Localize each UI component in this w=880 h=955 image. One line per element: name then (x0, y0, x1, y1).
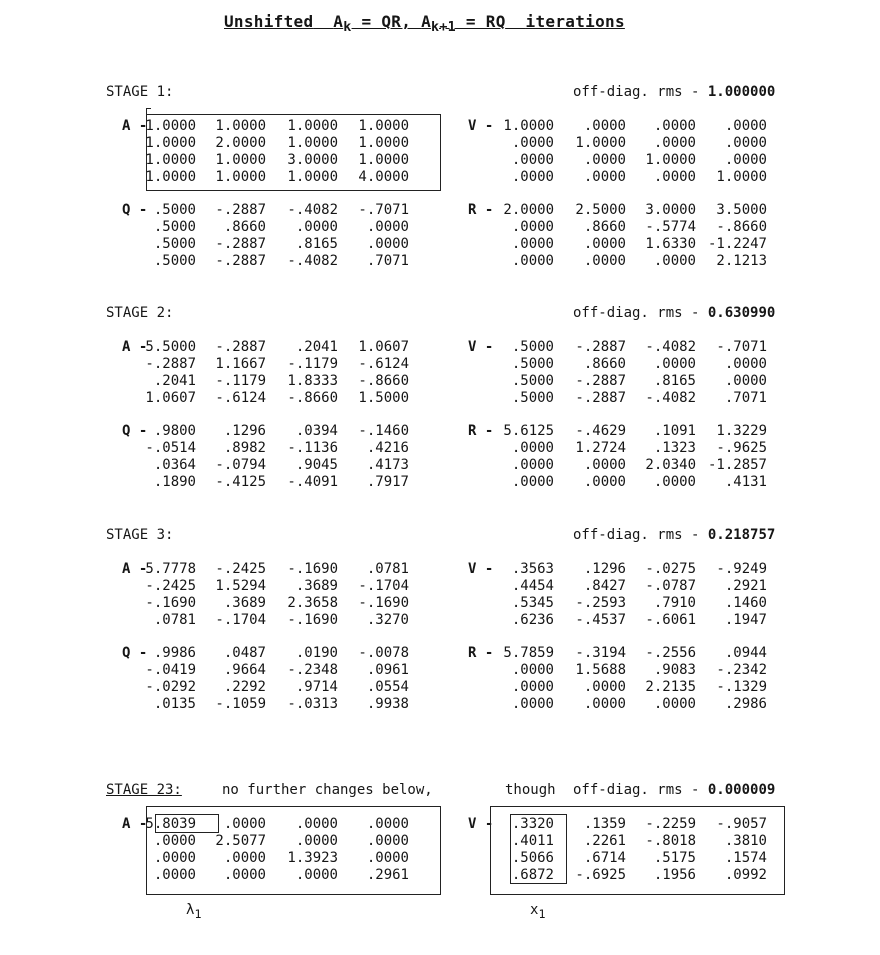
matrix-cell: .0000 (223, 816, 266, 832)
matrix-cell: .0000 (511, 696, 554, 712)
matrix-cell: .7917 (366, 474, 409, 490)
matrix-cell: .6236 (511, 612, 554, 628)
matrix-cell: -.1690 (287, 561, 338, 577)
a-matrix-label: A - (122, 561, 148, 577)
matrix-cell: .0000 (511, 169, 554, 185)
matrix-cell: 1.1667 (215, 356, 266, 372)
matrix-cell: -.9625 (716, 440, 767, 456)
matrix-cell: -.1704 (358, 578, 409, 594)
matrix-cell: 1.0607 (358, 339, 409, 355)
matrix-cell: .1890 (153, 474, 196, 490)
matrix-cell: -.0787 (645, 578, 696, 594)
matrix-cell: -.6061 (645, 612, 696, 628)
matrix-cell: 5.5000 (145, 339, 196, 355)
r-matrix-row (0, 202, 880, 219)
q-matrix-label: Q - (122, 645, 148, 661)
matrix-cell: .0000 (724, 373, 767, 389)
v-matrix-row (0, 561, 880, 578)
matrix-cell: .5000 (511, 390, 554, 406)
matrix-cell: 1.6330 (645, 236, 696, 252)
stage-note-continued: though (505, 782, 556, 798)
r-matrix-row (0, 423, 880, 440)
matrix-cell: .3689 (223, 595, 266, 611)
rms-label: off-diag. rms - (573, 782, 700, 798)
matrix-cell: 1.0000 (145, 169, 196, 185)
off-diag-rms (573, 305, 775, 321)
matrix-cell: .0000 (511, 662, 554, 678)
matrix-cell: .0000 (583, 474, 626, 490)
matrix-cell: .2961 (366, 867, 409, 883)
matrix-cell: .0190 (295, 645, 338, 661)
matrix-cell: .0781 (366, 561, 409, 577)
matrix-cell: 2.0340 (645, 457, 696, 473)
matrix-cell: .7071 (724, 390, 767, 406)
matrix-cell: -.3194 (575, 645, 626, 661)
matrix-cell: -.7071 (358, 202, 409, 218)
matrix-cell: 5.7778 (145, 561, 196, 577)
matrix-cell: 5.6125 (503, 423, 554, 439)
matrix-cell: -.9057 (716, 816, 767, 832)
matrix-cell: .1296 (223, 423, 266, 439)
matrix-cell: .0000 (295, 219, 338, 235)
matrix-cell: .3689 (295, 578, 338, 594)
matrix-cell: 1.0000 (358, 152, 409, 168)
matrix-cell: .5000 (511, 339, 554, 355)
matrix-cell: .9800 (153, 423, 196, 439)
matrix-cell: .8165 (653, 373, 696, 389)
matrix-cell: .0000 (295, 867, 338, 883)
matrix-cell: -.2425 (215, 561, 266, 577)
matrix-cell: -.1460 (358, 423, 409, 439)
x-1-label (530, 902, 545, 921)
matrix-cell: .8660 (583, 356, 626, 372)
matrix-cell: .7910 (653, 595, 696, 611)
matrix-cell: .0000 (653, 474, 696, 490)
eigenvalue-box (155, 814, 219, 833)
matrix-cell: .0000 (366, 236, 409, 252)
matrix-cell: 1.8333 (287, 373, 338, 389)
matrix-cell: .1323 (653, 440, 696, 456)
matrix-cell: 5.8039 (145, 816, 196, 832)
matrix-cell: .0992 (724, 867, 767, 883)
matrix-cell: -1.2857 (707, 457, 767, 473)
rms-value: 0.218757 (707, 527, 776, 543)
matrix-cell: .6872 (511, 867, 554, 883)
matrix-cell: .0135 (153, 696, 196, 712)
rms-value: 0.000009 (707, 782, 776, 798)
matrix-cell: .0000 (653, 135, 696, 151)
matrix-cell: 2.2135 (645, 679, 696, 695)
matrix-cell: .0000 (583, 118, 626, 134)
matrix-cell: 1.0000 (358, 135, 409, 151)
matrix-cell: .9083 (653, 662, 696, 678)
stage-label: STAGE 1: (106, 84, 174, 100)
matrix-cell: 3.0000 (645, 202, 696, 218)
matrix-cell: .0394 (295, 423, 338, 439)
x-subscript: 1 (538, 906, 546, 921)
r-matrix-row (0, 696, 880, 713)
matrix-cell: .2041 (153, 373, 196, 389)
matrix-cell: .0000 (153, 833, 196, 849)
lambda-subscript: 1 (194, 906, 202, 921)
matrix-cell: .1296 (583, 561, 626, 577)
matrix-cell: .0000 (153, 867, 196, 883)
v-matrix-row (0, 578, 880, 595)
matrix-cell: .8660 (583, 219, 626, 235)
matrix-cell: .3810 (724, 833, 767, 849)
matrix-cell: -.1179 (287, 356, 338, 372)
matrix-cell: .0000 (223, 850, 266, 866)
matrix-cell: 2.5000 (575, 202, 626, 218)
matrix-cell: .0000 (511, 236, 554, 252)
matrix-cell: -.9249 (716, 561, 767, 577)
matrix-cell: 1.0000 (215, 118, 266, 134)
matrix-cell: .0000 (653, 356, 696, 372)
v-matrix-label: V - (468, 561, 494, 577)
matrix-cell: .0000 (583, 169, 626, 185)
matrix-cell: -1.2247 (707, 236, 767, 252)
matrix-cell: -.0292 (145, 679, 196, 695)
matrix-cell: 1.2724 (575, 440, 626, 456)
matrix-cell: -.1329 (716, 679, 767, 695)
matrix-cell: -.8660 (358, 373, 409, 389)
v-matrix-row (0, 612, 880, 629)
q-matrix-label: Q - (122, 202, 148, 218)
matrix-cell: -.1704 (215, 612, 266, 628)
matrix-cell: .8982 (223, 440, 266, 456)
matrix-cell: -.0794 (215, 457, 266, 473)
matrix-cell: 1.0000 (145, 135, 196, 151)
v-matrix-row (0, 390, 880, 407)
matrix-cell: .0000 (511, 135, 554, 151)
matrix-cell: .3270 (366, 612, 409, 628)
matrix-cell: -.6124 (215, 390, 266, 406)
rms-label: off-diag. rms - (573, 527, 700, 543)
matrix-cell: .0000 (583, 457, 626, 473)
v-matrix-label: V - (468, 118, 494, 134)
matrix-cell: .4216 (366, 440, 409, 456)
matrix-cell: .8660 (223, 219, 266, 235)
matrix-cell: 1.0000 (503, 118, 554, 134)
matrix-cell: .5000 (153, 253, 196, 269)
matrix-cell: 2.3658 (287, 595, 338, 611)
matrix-cell: 4.0000 (358, 169, 409, 185)
matrix-cell: .0000 (511, 219, 554, 235)
matrix-cell: .0000 (583, 679, 626, 695)
matrix-cell: 1.0000 (215, 152, 266, 168)
matrix-cell: .0000 (653, 169, 696, 185)
r-matrix-row (0, 440, 880, 457)
matrix-cell: .0000 (153, 850, 196, 866)
matrix-cell: 1.0000 (287, 118, 338, 134)
off-diag-rms (573, 84, 775, 100)
matrix-cell: 1.0000 (145, 152, 196, 168)
r-matrix-row (0, 253, 880, 270)
stage-note: no further changes below, (222, 782, 433, 798)
matrix-cell: 1.0000 (358, 118, 409, 134)
matrix-cell: .0781 (153, 612, 196, 628)
a-matrix-box (146, 114, 441, 191)
matrix-cell: .4454 (511, 578, 554, 594)
matrix-cell: .0000 (366, 219, 409, 235)
matrix-cell: -.2342 (716, 662, 767, 678)
matrix-cell: .1574 (724, 850, 767, 866)
matrix-cell: -.0275 (645, 561, 696, 577)
matrix-cell: 3.0000 (287, 152, 338, 168)
matrix-cell: -.1179 (215, 373, 266, 389)
matrix-cell: .9986 (153, 645, 196, 661)
matrix-cell: .4131 (724, 474, 767, 490)
matrix-cell: .5000 (511, 356, 554, 372)
v-matrix-label: V - (468, 339, 494, 355)
matrix-cell: .5000 (153, 202, 196, 218)
matrix-cell: .0000 (653, 253, 696, 269)
matrix-cell: -.7071 (716, 339, 767, 355)
lambda-1-label (186, 902, 201, 921)
matrix-cell: .5000 (511, 373, 554, 389)
matrix-cell: -.4082 (287, 202, 338, 218)
matrix-cell: .2292 (223, 679, 266, 695)
matrix-cell: .8165 (295, 236, 338, 252)
matrix-cell: .0000 (583, 152, 626, 168)
matrix-cell: .0944 (724, 645, 767, 661)
matrix-cell: -.8660 (287, 390, 338, 406)
matrix-cell: .4011 (511, 833, 554, 849)
matrix-cell: .9045 (295, 457, 338, 473)
matrix-cell: 5.7859 (503, 645, 554, 661)
matrix-cell: .3320 (511, 816, 554, 832)
matrix-cell: .0000 (295, 833, 338, 849)
r-matrix-row (0, 662, 880, 679)
matrix-cell: -.2887 (215, 236, 266, 252)
stage-label: STAGE 23: (106, 782, 182, 798)
matrix-cell: -.2887 (575, 390, 626, 406)
matrix-cell: .6714 (583, 850, 626, 866)
matrix-cell: 1.5000 (358, 390, 409, 406)
matrix-cell: .1091 (653, 423, 696, 439)
matrix-cell: 1.3229 (716, 423, 767, 439)
matrix-cell: .0000 (511, 253, 554, 269)
r-matrix-row (0, 645, 880, 662)
matrix-cell: .2261 (583, 833, 626, 849)
matrix-cell: -.2593 (575, 595, 626, 611)
matrix-cell: -.2348 (287, 662, 338, 678)
matrix-cell: .9938 (366, 696, 409, 712)
matrix-cell: -.1059 (215, 696, 266, 712)
matrix-cell: .0000 (511, 457, 554, 473)
matrix-cell: -.0419 (145, 662, 196, 678)
q-matrix-label: Q - (122, 423, 148, 439)
matrix-cell: .5000 (153, 236, 196, 252)
matrix-cell: -.0078 (358, 645, 409, 661)
r-matrix-label: R - (468, 202, 494, 218)
matrix-cell: -.2887 (575, 373, 626, 389)
r-matrix-label: R - (468, 645, 494, 661)
matrix-cell: 1.3923 (287, 850, 338, 866)
matrix-cell: -.2887 (215, 253, 266, 269)
matrix-cell: .0000 (724, 135, 767, 151)
matrix-cell: .0000 (223, 867, 266, 883)
matrix-cell: -.2887 (575, 339, 626, 355)
matrix-cell: .1460 (724, 595, 767, 611)
matrix-cell: -.6925 (575, 867, 626, 883)
matrix-cell: .2921 (724, 578, 767, 594)
matrix-cell: .7071 (366, 253, 409, 269)
matrix-cell: 1.0000 (575, 135, 626, 151)
r-matrix-row (0, 219, 880, 236)
matrix-cell: .0000 (653, 696, 696, 712)
matrix-cell: .0000 (511, 474, 554, 490)
matrix-cell: -.4537 (575, 612, 626, 628)
matrix-cell: .5175 (653, 850, 696, 866)
matrix-cell: -.4629 (575, 423, 626, 439)
a-matrix-label: A - (122, 339, 148, 355)
matrix-cell: .0961 (366, 662, 409, 678)
matrix-cell: .0000 (366, 816, 409, 832)
matrix-cell: .4173 (366, 457, 409, 473)
matrix-cell: 2.1213 (716, 253, 767, 269)
rms-label: off-diag. rms - (573, 305, 700, 321)
matrix-cell: -.2425 (145, 578, 196, 594)
matrix-cell: .9664 (223, 662, 266, 678)
matrix-cell: -.4091 (287, 474, 338, 490)
matrix-cell: -.6124 (358, 356, 409, 372)
matrix-cell: .5000 (153, 219, 196, 235)
matrix-cell: .5345 (511, 595, 554, 611)
v-matrix-row (0, 339, 880, 356)
v-matrix-row (0, 595, 880, 612)
matrix-cell: -.4125 (215, 474, 266, 490)
matrix-cell: 1.0000 (215, 169, 266, 185)
matrix-cell: -.0514 (145, 440, 196, 456)
matrix-cell: .0000 (724, 152, 767, 168)
matrix-cell: 1.0000 (716, 169, 767, 185)
matrix-cell: .3563 (511, 561, 554, 577)
a-matrix-label: A - (122, 816, 148, 832)
eigenvector-box (510, 814, 567, 884)
matrix-cell: -.2556 (645, 645, 696, 661)
matrix-cell: .0000 (724, 118, 767, 134)
off-diag-rms (573, 527, 775, 543)
v-matrix-label: V - (468, 816, 494, 832)
matrix-cell: 1.5688 (575, 662, 626, 678)
rms-label: off-diag. rms - (573, 84, 700, 100)
v-matrix-row (0, 356, 880, 373)
matrix-cell: -.2887 (215, 202, 266, 218)
r-matrix-row (0, 457, 880, 474)
matrix-cell: .2986 (724, 696, 767, 712)
matrix-cell: 1.0000 (287, 169, 338, 185)
matrix-cell: .0000 (366, 850, 409, 866)
rms-value: 1.000000 (707, 84, 776, 100)
off-diag-rms (573, 782, 775, 798)
matrix-cell: -.1136 (287, 440, 338, 456)
matrix-cell: 1.5294 (215, 578, 266, 594)
matrix-cell: .0364 (153, 457, 196, 473)
matrix-cell: .0000 (295, 816, 338, 832)
matrix-cell: .0000 (511, 152, 554, 168)
matrix-cell: 1.0000 (287, 135, 338, 151)
matrix-cell: -.1690 (287, 612, 338, 628)
matrix-cell: -.4082 (287, 253, 338, 269)
matrix-cell: 1.0000 (645, 152, 696, 168)
matrix-cell: -.4082 (645, 390, 696, 406)
matrix-cell: .8427 (583, 578, 626, 594)
matrix-cell: -.4082 (645, 339, 696, 355)
matrix-cell: .0000 (511, 679, 554, 695)
matrix-cell: .1947 (724, 612, 767, 628)
matrix-cell: .0000 (724, 356, 767, 372)
matrix-cell: 2.0000 (503, 202, 554, 218)
r-matrix-label: R - (468, 423, 494, 439)
matrix-cell: -.2887 (215, 339, 266, 355)
rms-value: 0.630990 (707, 305, 776, 321)
matrix-cell: .1359 (583, 816, 626, 832)
matrix-cell: 1.0000 (145, 118, 196, 134)
matrix-cell: -.5774 (645, 219, 696, 235)
stage-label: STAGE 3: (106, 527, 174, 543)
r-matrix-row (0, 474, 880, 491)
a-matrix-bracket (146, 108, 151, 117)
matrix-cell: .0000 (511, 440, 554, 456)
a-matrix-label: A - (122, 118, 148, 134)
r-matrix-row (0, 236, 880, 253)
matrix-cell: -.1690 (145, 595, 196, 611)
matrix-cell: 3.5000 (716, 202, 767, 218)
matrix-cell: .0000 (653, 118, 696, 134)
matrix-cell: .2041 (295, 339, 338, 355)
matrix-cell: -.1690 (358, 595, 409, 611)
matrix-cell: .1956 (653, 867, 696, 883)
matrix-cell: .9714 (295, 679, 338, 695)
matrix-cell: .0000 (583, 253, 626, 269)
lambda-symbol: λ (186, 902, 195, 918)
matrix-cell: -.0313 (287, 696, 338, 712)
matrix-cell: -.2259 (645, 816, 696, 832)
matrix-cell: 2.0000 (215, 135, 266, 151)
matrix-cell: .0000 (583, 696, 626, 712)
matrix-cell: .0554 (366, 679, 409, 695)
matrix-cell: 1.0607 (145, 390, 196, 406)
matrix-cell: -.8018 (645, 833, 696, 849)
r-matrix-row (0, 679, 880, 696)
matrix-cell: .0000 (583, 236, 626, 252)
matrix-cell: -.2887 (145, 356, 196, 372)
stage-label: STAGE 2: (106, 305, 174, 321)
x-symbol: x (530, 902, 539, 918)
matrix-cell: .0000 (366, 833, 409, 849)
page-title: Unshifted $A_k$ = QR, $A_{k+1}$ = RQ iterations (224, 12, 625, 36)
matrix-cell: .0487 (223, 645, 266, 661)
matrix-cell: -.8660 (716, 219, 767, 235)
matrix-cell: 2.5077 (215, 833, 266, 849)
v-matrix-row (0, 373, 880, 390)
matrix-cell: .5066 (511, 850, 554, 866)
